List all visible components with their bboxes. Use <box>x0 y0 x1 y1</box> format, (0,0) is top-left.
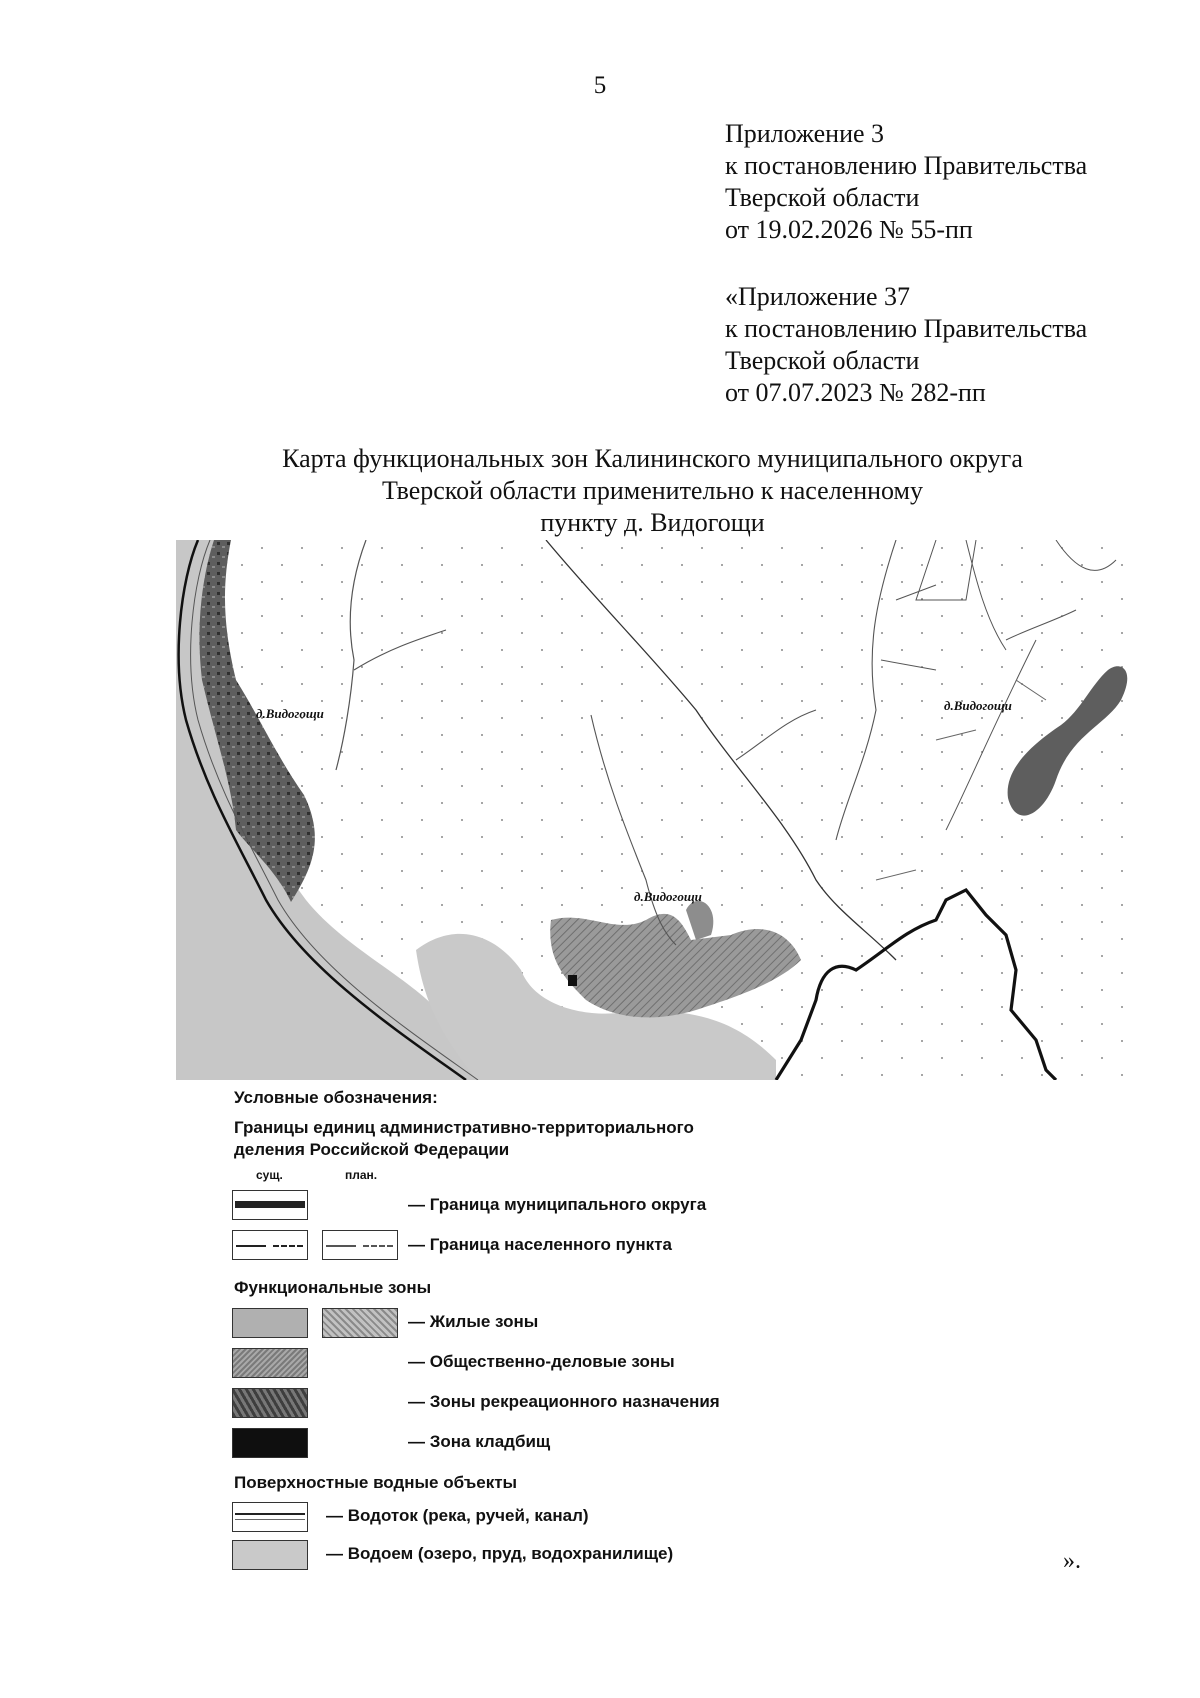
legend-title: Условные обозначения: <box>234 1088 438 1107</box>
legend-water-heading: Поверхностные водные объекты <box>234 1473 518 1492</box>
legend-dash: — <box>326 1544 343 1563</box>
legend-dash: — <box>408 1432 425 1451</box>
legend-dash: — <box>326 1506 343 1525</box>
legend-col-planned: план. <box>345 1168 378 1182</box>
map-title <box>0 443 1200 539</box>
legend-symbol-recreation <box>232 1388 308 1418</box>
appendix-37-line: Тверской области <box>725 346 920 375</box>
page-number: 5 <box>593 72 607 99</box>
legend-col-existing: сущ. <box>256 1168 283 1182</box>
legend-item <box>408 1352 675 1372</box>
legend-item <box>326 1506 589 1526</box>
appendix-3-line: от 19.02.2026 № 55-пп <box>725 215 973 244</box>
legend-symbol-water-body <box>232 1540 308 1570</box>
legend-admin-heading-line: Границы единиц административно-территориального <box>234 1118 694 1137</box>
map-title-line: пункту д. Видогощи <box>540 508 765 537</box>
legend-zones-heading: Функциональные зоны <box>234 1278 432 1297</box>
appendix-3-line: Тверской области <box>725 183 920 212</box>
legend-item <box>408 1312 538 1332</box>
legend-dash: — <box>408 1312 425 1331</box>
legend-symbol-settlement-boundary-existing <box>232 1230 308 1260</box>
legend-symbol-public-business <box>232 1348 308 1378</box>
legend-item <box>408 1392 720 1412</box>
legend-symbol-municipal-boundary <box>232 1190 308 1220</box>
legend-label: Водоем (озеро, пруд, водохранилище) <box>347 1544 674 1563</box>
legend-label: Общественно-деловые зоны <box>429 1352 675 1371</box>
legend-symbol-settlement-boundary-planned <box>322 1230 398 1260</box>
legend-label: Граница муниципального округа <box>429 1195 707 1214</box>
closing-quote: ». <box>1063 1548 1081 1574</box>
legend-item <box>408 1195 706 1215</box>
legend-item <box>326 1544 673 1564</box>
legend-label: Зоны рекреационного назначения <box>429 1392 720 1411</box>
legend-label: Граница населенного пункта <box>429 1235 672 1254</box>
appendix-3-block <box>725 118 1087 246</box>
map-title-line: Тверской области применительно к населенному <box>381 476 923 505</box>
appendix-37-block <box>725 281 1087 409</box>
functional-zones-map <box>176 540 1138 1080</box>
legend-admin-heading <box>234 1117 694 1161</box>
appendix-37-line: от 07.07.2023 № 282-пп <box>725 378 986 407</box>
legend-item <box>408 1432 550 1452</box>
appendix-37-line: «Приложение 37 <box>725 282 911 311</box>
appendix-37-line: к постановлению Правительства <box>725 314 1088 343</box>
legend-admin-heading-line: деления Российской Федерации <box>234 1140 510 1159</box>
legend-item <box>408 1235 672 1255</box>
legend-dash: — <box>408 1235 425 1254</box>
appendix-3-line: Приложение 3 <box>725 119 885 148</box>
map-label-village: д.Видогощи <box>634 889 702 904</box>
legend-symbol-cemetery <box>232 1428 308 1458</box>
map-label-village: д.Видогощи <box>256 706 324 721</box>
map-title-line: Карта функциональных зон Калининского муниципального округа <box>282 444 1023 473</box>
legend-symbol-residential-existing <box>232 1308 308 1338</box>
legend-dash: — <box>408 1392 425 1411</box>
legend-dash: — <box>408 1352 425 1371</box>
map-label-village: д.Видогощи <box>944 698 1012 713</box>
legend-label: Водоток (река, ручей, канал) <box>347 1506 589 1525</box>
legend-dash: — <box>408 1195 425 1214</box>
legend-symbol-watercourse <box>232 1502 308 1532</box>
cemetery-zone <box>568 975 577 986</box>
appendix-3-line: к постановлению Правительства <box>725 151 1088 180</box>
legend-symbol-residential-planned <box>322 1308 398 1338</box>
legend-label: Жилые зоны <box>429 1312 539 1331</box>
legend-label: Зона кладбищ <box>429 1432 551 1451</box>
